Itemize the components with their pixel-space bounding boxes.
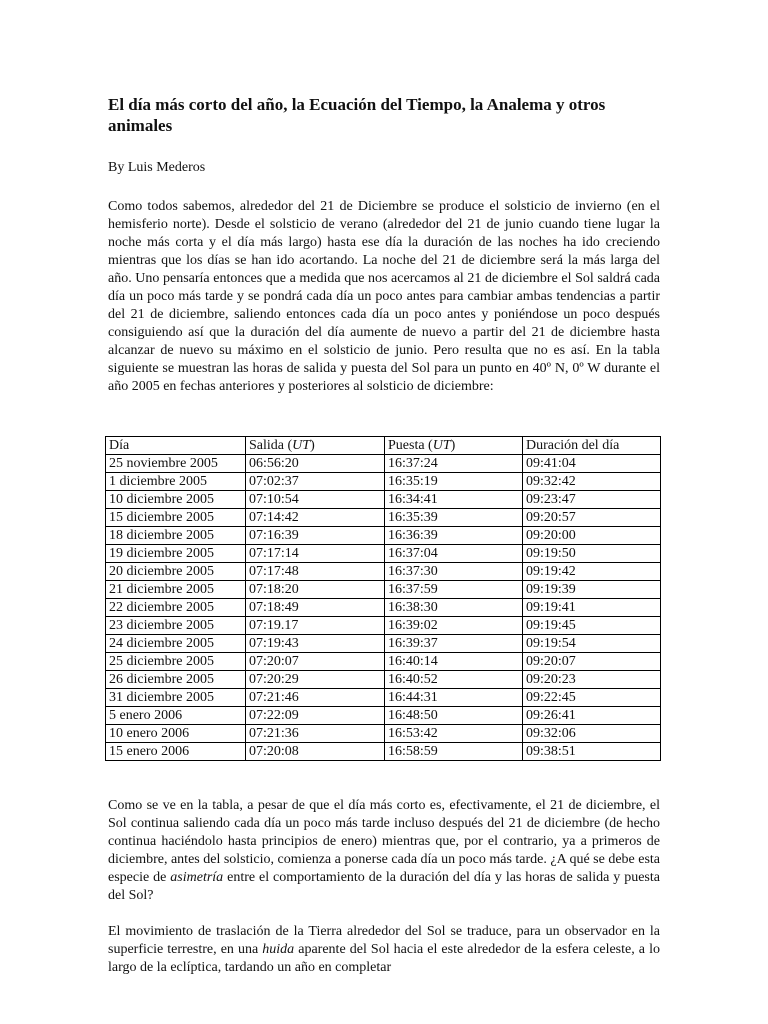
header-cell-duration: Duración del día [523,437,661,455]
cell-sunrise: 07:22:09 [246,707,385,725]
cell-duration: 09:19:50 [523,545,661,563]
cell-sunrise: 07:20:29 [246,671,385,689]
cell-day: 18 diciembre 2005 [106,527,246,545]
cell-sunset: 16:35:39 [385,509,523,527]
cell-sunset: 16:44:31 [385,689,523,707]
table-header-row [106,437,661,455]
cell-sunrise: 07:21:36 [246,725,385,743]
cell-sunset: 16:39:37 [385,635,523,653]
cell-day: 10 diciembre 2005 [106,491,246,509]
cell-sunrise: 07:17:48 [246,563,385,581]
cell-day: 26 diciembre 2005 [106,671,246,689]
cell-sunrise: 07:16:39 [246,527,385,545]
header-cell-sunrise: Salida (UT) [246,437,385,455]
sunrise-sunset-table [105,436,661,761]
table-row [106,689,661,707]
cell-sunrise: 07:14:42 [246,509,385,527]
paragraph-intro: Como todos sabemos, alrededor del 21 de Diciembre se produce el solsticio de invierno (en el hemisferio norte). Desde el solsticio de verano (alrededor del 21 de junio cuando tiene lugar la noche más corta y el día más largo) hasta ese día la duración de las noches ha ido creciendo mientras que los días se han ido acortando. La noche del 21 de diciembre será la más larga del año. Uno pensaría entonces que a medida que nos acercamos al 21 de diciembre el Sol saldrá cada día un poco más tarde y se pondrá cada día un poco antes para cambiar ambas tendencias a partir del 21 de diciembre, saliendo entonces cada día un poco antes y poniéndose un poco después consiguiendo así que la duración del día aumente de nuevo a partir del 21 de diciembre hasta alcanzar de nuevo su máximo en el solsticio de junio. Pero resulta que no es así. En la tabla siguiente se muestran las horas de salida y puesta del Sol para un punto en 40º N, 0º W durante el año 2005 en fechas anteriores y posteriores al solsticio de diciembre: [108,199,660,394]
table-row [106,473,661,491]
table-body [106,455,661,761]
cell-sunset: 16:40:14 [385,653,523,671]
cell-day: 21 diciembre 2005 [106,581,246,599]
table-row [106,491,661,509]
cell-sunset: 16:36:39 [385,527,523,545]
header-cell-day: Día [106,437,246,455]
cell-duration: 09:32:42 [523,473,661,491]
cell-sunset: 16:35:19 [385,473,523,491]
table-row [106,671,661,689]
cell-duration: 09:19:42 [523,563,661,581]
cell-sunrise: 07:10:54 [246,491,385,509]
cell-day: 25 diciembre 2005 [106,653,246,671]
cell-sunset: 16:38:30 [385,599,523,617]
cell-sunset: 16:37:24 [385,455,523,473]
cell-duration: 09:20:07 [523,653,661,671]
table-row [106,599,661,617]
cell-duration: 09:19:54 [523,635,661,653]
cell-sunrise: 07:02:37 [246,473,385,491]
cell-day: 25 noviembre 2005 [106,455,246,473]
paragraph-asymmetry: Como se ve en la tabla, a pesar de que el día más corto es, efectivamente, el 21 de diciembre, el Sol continua saliendo cada día un poco más tarde incluso después del 21 de diciembre (de hecho continua haciéndolo hasta principios de enero) mientras que, por el contrario, ya a primeros de diciembre, antes del solsticio, comienza a ponerse cada día un poco más tarde. ¿A qué se debe esta especie de asimetría entre el comportamiento de la duración del día y las horas de salida y puesta del Sol? [108,798,661,903]
cell-sunset: 16:53:42 [385,725,523,743]
cell-sunset: 16:34:41 [385,491,523,509]
table-row [106,509,661,527]
cell-duration: 09:32:06 [523,725,661,743]
cell-day: 19 diciembre 2005 [106,545,246,563]
cell-day: 20 diciembre 2005 [106,563,246,581]
table-row [106,545,661,563]
cell-duration: 09:41:04 [523,455,661,473]
table-row [106,653,661,671]
cell-sunrise: 07:20:08 [246,743,385,761]
cell-sunset: 16:37:04 [385,545,523,563]
table-row [106,617,661,635]
cell-sunrise: 07:17:14 [246,545,385,563]
cell-sunrise: 07:21:46 [246,689,385,707]
table-row [106,707,661,725]
cell-sunrise: 07:19:43 [246,635,385,653]
cell-sunset: 16:40:52 [385,671,523,689]
cell-day: 15 enero 2006 [106,743,246,761]
cell-duration: 09:19:39 [523,581,661,599]
cell-duration: 09:20:57 [523,509,661,527]
cell-sunset: 16:37:30 [385,563,523,581]
cell-sunset: 16:58:59 [385,743,523,761]
cell-duration: 09:20:23 [523,671,661,689]
table-row [106,725,661,743]
paragraph-translation: El movimiento de traslación de la Tierra alrededor del Sol se traduce, para un observador en la superficie terrestre, en una huida aparente del Sol hacia el este alrededor de la esfera celeste, a lo largo de la eclíptica, tardando un año en completar [108,924,660,975]
cell-sunset: 16:39:02 [385,617,523,635]
cell-day: 23 diciembre 2005 [106,617,246,635]
cell-duration: 09:26:41 [523,707,661,725]
table-row [106,527,661,545]
table-row [106,743,661,761]
cell-duration: 09:19:45 [523,617,661,635]
cell-day: 10 enero 2006 [106,725,246,743]
document-title: El día más corto del año, la Ecuación del Tiempo, la Analema y otros animales [108,95,606,135]
cell-day: 31 diciembre 2005 [106,689,246,707]
cell-sunrise: 07:18:20 [246,581,385,599]
cell-duration: 09:38:51 [523,743,661,761]
cell-sunset: 16:48:50 [385,707,523,725]
cell-day: 5 enero 2006 [106,707,246,725]
table-row [106,635,661,653]
cell-duration: 09:19:41 [523,599,661,617]
header-cell-sunset: Puesta (UT) [385,437,523,455]
cell-sunset: 16:37:59 [385,581,523,599]
cell-sunrise: 07:20:07 [246,653,385,671]
author-byline: By Luis Mederos [108,160,206,175]
cell-duration: 09:22:45 [523,689,661,707]
cell-day: 22 diciembre 2005 [106,599,246,617]
cell-duration: 09:23:47 [523,491,661,509]
table-row [106,581,661,599]
cell-sunrise: 07:19.17 [246,617,385,635]
cell-day: 1 diciembre 2005 [106,473,246,491]
cell-duration: 09:20:00 [523,527,661,545]
table-row [106,455,661,473]
cell-sunrise: 07:18:49 [246,599,385,617]
cell-day: 15 diciembre 2005 [106,509,246,527]
table-row [106,563,661,581]
cell-day: 24 diciembre 2005 [106,635,246,653]
cell-sunrise: 06:56:20 [246,455,385,473]
document-page [108,94,660,977]
